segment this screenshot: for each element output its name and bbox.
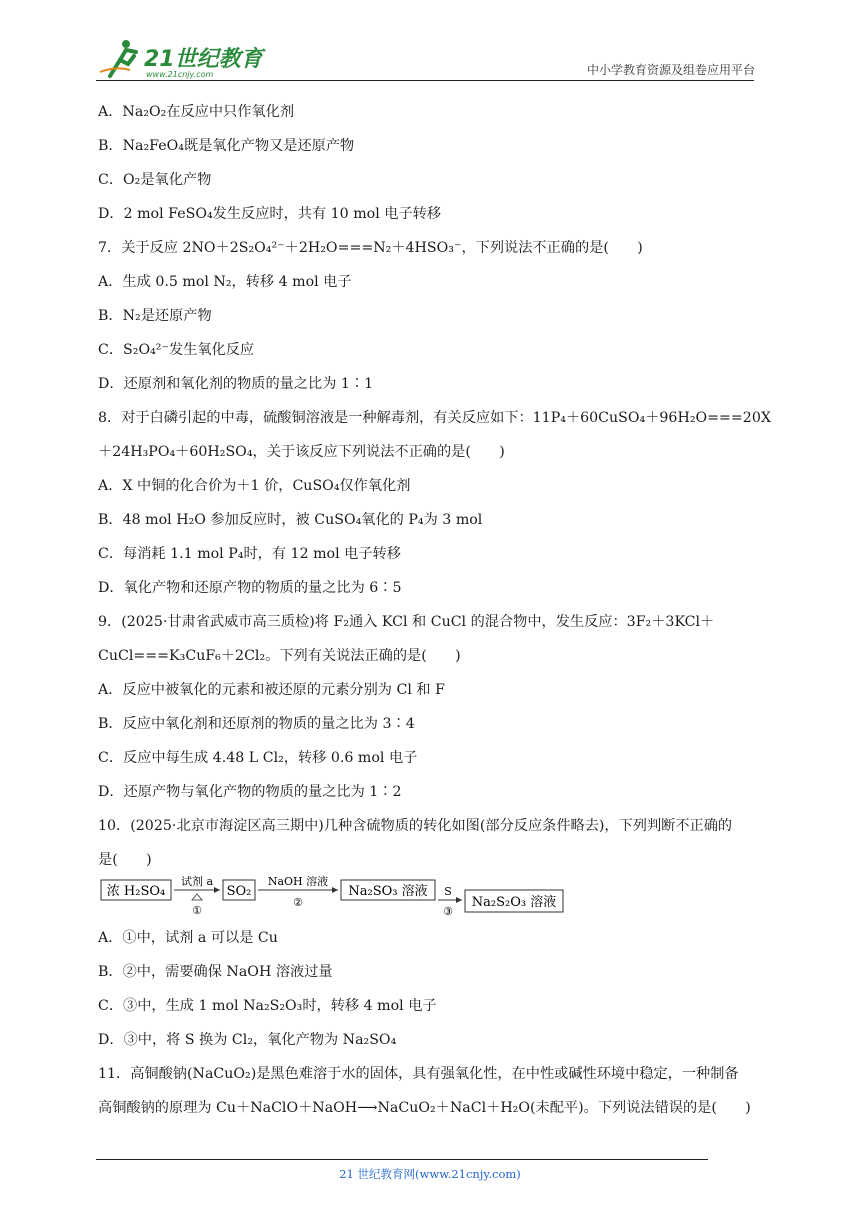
option-line: C．③中，生成 1 mol Na₂S₂O₃时，转移 4 mol 电子: [98, 998, 437, 1014]
text-line: D．2 mol FeSO₄发生反应时，共有 10 mol 电子转移: [98, 206, 442, 222]
option-line: A．生成 0.5 mol N₂，转移 4 mol 电子: [98, 274, 352, 290]
option-line: A．反应中被氧化的元素和被还原的元素分别为 Cl 和 F: [98, 682, 445, 698]
option-line: B．48 mol H₂O 参加反应时，被 CuSO₄氧化的 P₄为 3 mol: [98, 512, 483, 528]
option-line: A．①中，试剂 a 可以是 Cu: [98, 930, 278, 946]
option-line: D．③中，将 S 换为 Cl₂，氧化产物为 Na₂SO₄: [98, 1032, 397, 1048]
option-line: C．反应中每生成 4.48 L Cl₂，转移 0.6 mol 电子: [98, 750, 418, 766]
heat-triangle-icon: [192, 894, 202, 900]
question-stem: 9．(2025·甘肃省武威市高三质检)将 F₂通入 KCl 和 CuCl 的混合物中，发生反应：3F₂＋3KCl＋: [98, 614, 715, 630]
logo-url: www.21cnjy.com: [146, 70, 214, 79]
option-line: B．N₂是还原产物: [98, 308, 212, 324]
box-na2so3-label: Na₂SO₃ 溶液: [348, 884, 428, 899]
arrow-1-step: ①: [192, 904, 202, 917]
option-line: C．S₂O₄²⁻发生氧化反应: [98, 342, 255, 358]
question-stem: 7．关于反应 2NO＋2S₂O₄²⁻＋2H₂O===N₂＋4HSO₃⁻，下列说法不正确的是( ): [98, 240, 643, 256]
text-line: B．Na₂FeO₄既是氧化产物又是还原产物: [98, 138, 355, 154]
question-stem: ＋24H₃PO₄＋60H₂SO₄，关于该反应下列说法不正确的是( ): [98, 444, 505, 460]
question-stem: CuCl===K₃CuF₆＋2Cl₂。下列有关说法正确的是( ): [98, 648, 461, 664]
option-line: D．氧化产物和还原产物的物质的量之比为 6∶5: [98, 580, 402, 596]
logo-title: 21世纪教育: [144, 47, 263, 72]
arrow-2-label: NaOH 溶液: [267, 875, 329, 888]
site-logo: [96, 36, 266, 80]
option-line: B．反应中氧化剂和还原剂的物质的量之比为 3∶4: [98, 716, 415, 732]
logo-graphic: [96, 36, 266, 80]
footer-divider: [96, 1159, 708, 1160]
box-na2s2o3-label: Na₂S₂O₃ 溶液: [471, 895, 557, 910]
arrow-2-step: ②: [293, 896, 303, 909]
question-stem: 11．高铜酸钠(NaCuO₂)是黑色难溶于水的固体，具有强氧化性，在中性或碱性环境中稳定，一种制备: [98, 1066, 739, 1082]
arrow-3-step: ③: [443, 905, 453, 918]
footer-text[interactable]: 21 世纪教育网(www.21cnjy.com): [339, 1167, 521, 1181]
option-line: D．还原产物与氧化产物的物质的量之比为 1∶2: [98, 784, 402, 800]
arrow-1-label: 试剂 a: [180, 875, 214, 888]
text-line: A．Na₂O₂在反应中只作氧化剂: [98, 104, 295, 120]
platform-name: 中小学教育资源及组卷应用平台: [586, 63, 755, 77]
option-line: A．X 中铜的化合价为＋1 价，CuSO₄仅作氧化剂: [98, 478, 411, 494]
box-conc-h2so4-label: 浓 H₂SO₄: [106, 884, 166, 899]
question-stem: 高铜酸钠的原理为 Cu＋NaClO＋NaOH⟶NaCuO₂＋NaCl＋H₂O(未配平)。下列说法错误的是( ): [98, 1100, 751, 1116]
question-stem: 8．对于白磷引起的中毒，硫酸铜溶液是一种解毒剂，有关反应如下：11P₄＋60CuSO₄＋96H₂O===20X: [98, 410, 771, 426]
arrow-3-label: S: [444, 885, 452, 898]
option-line: B．②中，需要确保 NaOH 溶液过量: [98, 964, 333, 980]
question-stem: 10．(2025·北京市海淀区高三期中)几种含硫物质的转化如图(部分反应条件略去)，下列判断不正确的: [98, 818, 733, 834]
option-line: D．还原剂和氧化剂的物质的量之比为 1∶1: [98, 376, 374, 392]
text-line: C．O₂是氧化产物: [98, 172, 212, 188]
sulfur-conversion-diagram: [100, 874, 570, 918]
option-line: C．每消耗 1.1 mol P₄时，有 12 mol 电子转移: [98, 546, 401, 562]
box-so2-label: SO₂: [226, 884, 252, 899]
header-divider: [96, 80, 754, 81]
question-stem: 是( ): [98, 852, 152, 868]
